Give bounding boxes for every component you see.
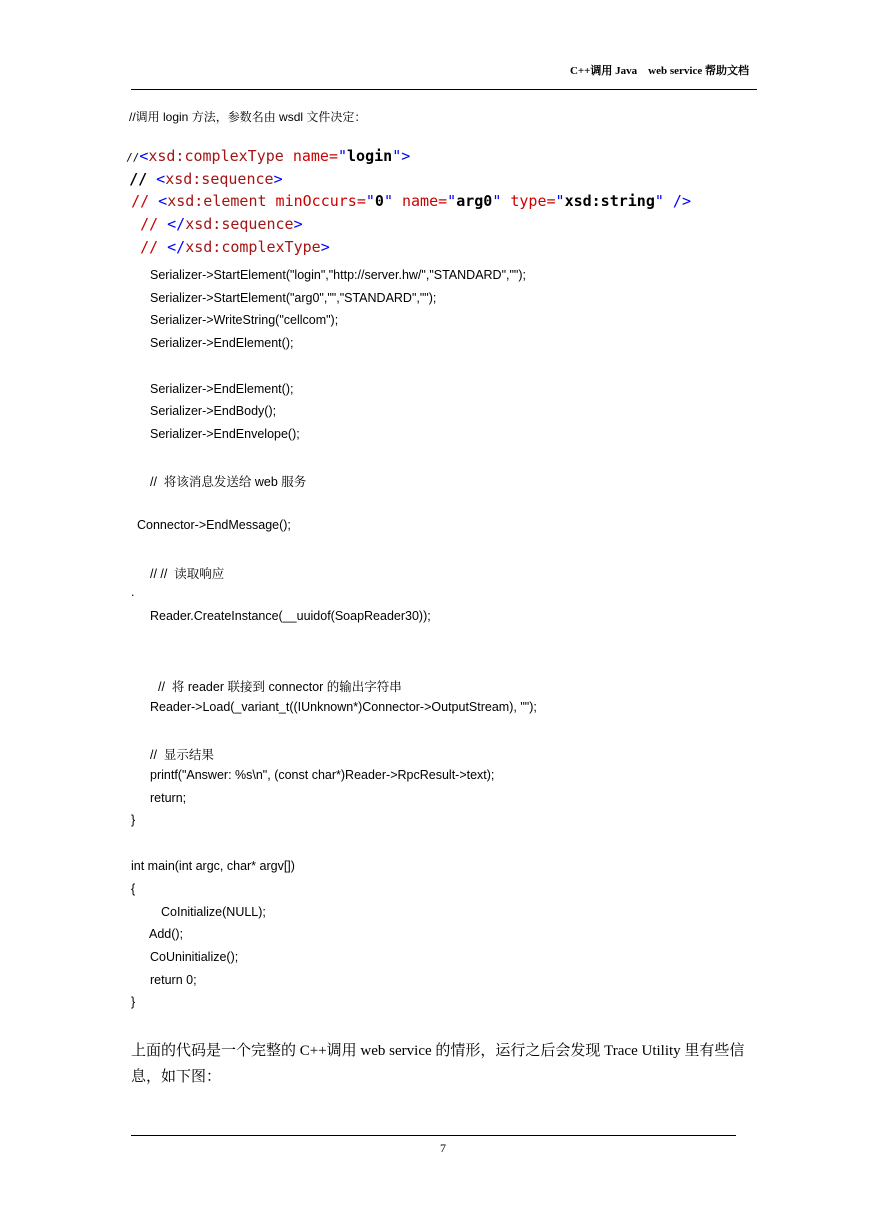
xml-comment-marker: //	[140, 215, 168, 233]
xml-value: arg0	[456, 192, 493, 210]
xml-bracket: >	[293, 215, 303, 233]
code-line: Connector->EndMessage();	[137, 518, 291, 532]
code-line: Serializer->StartElement("arg0","","STANDARD","");	[150, 291, 437, 305]
xml-value: 0	[374, 192, 384, 210]
xml-quote: "	[365, 192, 375, 210]
xml-bracket: >	[320, 238, 330, 256]
xml-line-5	[122, 220, 330, 256]
body-paragraph: 上面的代码是一个完整的 C++调用 web service 的情形，运行之后会发现 Trace Utility 里有些信息，如下图：	[131, 1043, 745, 1085]
code-comment: // 将 reader 联接到 connector 的输出字符串	[158, 680, 402, 694]
xml-bracket: >	[401, 147, 411, 165]
xml-bracket: </	[167, 238, 186, 256]
code-line: return;	[150, 791, 187, 805]
xml-tag: xsd:element	[167, 192, 267, 210]
xml-attr: minOccurs=	[266, 192, 366, 210]
xml-tag: xsd:sequence	[185, 215, 294, 233]
comment-login: //调用 login 方法，参数名由 wsdl 文件决定：	[129, 110, 367, 124]
xml-quote: "	[654, 192, 664, 210]
code-line: Add();	[149, 927, 184, 941]
page-number: 7	[440, 1141, 446, 1155]
code-line: Serializer->EndEnvelope();	[150, 427, 300, 441]
code-line: Reader.CreateInstance(__uuidof(SoapReader30));	[150, 609, 431, 623]
footer-rule	[131, 1135, 736, 1136]
xml-value: xsd:string	[564, 192, 655, 210]
code-line: int main(int argc, char* argv[])	[131, 859, 295, 873]
xml-quote: "	[555, 192, 565, 210]
code-line: }	[131, 995, 136, 1009]
xml-quote: "	[338, 147, 348, 165]
code-line: Reader->Load(_variant_t((IUnknown*)Connector->OutputStream), "");	[150, 700, 537, 714]
xml-quote: "	[392, 147, 402, 165]
xml-bracket: </	[167, 215, 186, 233]
header-title: C++调用 Java web service 帮助文档	[569, 65, 749, 77]
xml-comment-marker: //	[129, 170, 157, 188]
xml-tag: xsd:sequence	[165, 170, 274, 188]
code-line: }	[131, 813, 136, 827]
xml-quote: "	[492, 192, 502, 210]
code-line: Serializer->EndBody();	[150, 404, 277, 418]
code-line: Serializer->EndElement();	[150, 382, 294, 396]
xml-bracket: <	[139, 147, 149, 165]
code-line: Serializer->EndElement();	[150, 336, 294, 350]
xml-quote: "	[447, 192, 457, 210]
xml-attr: name=	[392, 192, 448, 210]
code-line: .	[131, 585, 135, 599]
code-line: CoInitialize(NULL);	[161, 905, 266, 919]
xml-bracket: <	[158, 192, 168, 210]
xml-bracket: >	[273, 170, 283, 188]
code-comment: // 显示结果	[150, 748, 214, 762]
xml-comment-marker: //	[140, 238, 168, 256]
code-line: CoUninitialize();	[150, 950, 239, 964]
code-line: {	[131, 882, 136, 896]
xml-bracket: />	[663, 192, 691, 210]
code-line: return 0;	[150, 973, 197, 987]
xml-comment-marker: //	[131, 192, 159, 210]
code-comment: // // 读取响应	[150, 567, 225, 581]
code-line: printf("Answer: %s\n", (const char*)Reader->RpcResult->text);	[150, 768, 495, 782]
code-line: Serializer->StartElement("login","http://server.hw/","STANDARD","");	[150, 268, 527, 282]
xml-tag: xsd:complexType	[148, 147, 284, 165]
header-rule	[131, 89, 757, 90]
xml-comment-marker: //	[126, 151, 140, 164]
xml-attr: type=	[501, 192, 556, 210]
code-comment: // 将该消息发送给 web 服务	[150, 475, 307, 489]
xml-tag: xsd:complexType	[185, 238, 321, 256]
xml-attr: name=	[283, 147, 338, 165]
xml-value: login	[347, 147, 393, 165]
xml-quote: "	[383, 192, 393, 210]
code-line: Serializer->WriteString("cellcom");	[150, 313, 339, 327]
xml-bracket: <	[156, 170, 166, 188]
